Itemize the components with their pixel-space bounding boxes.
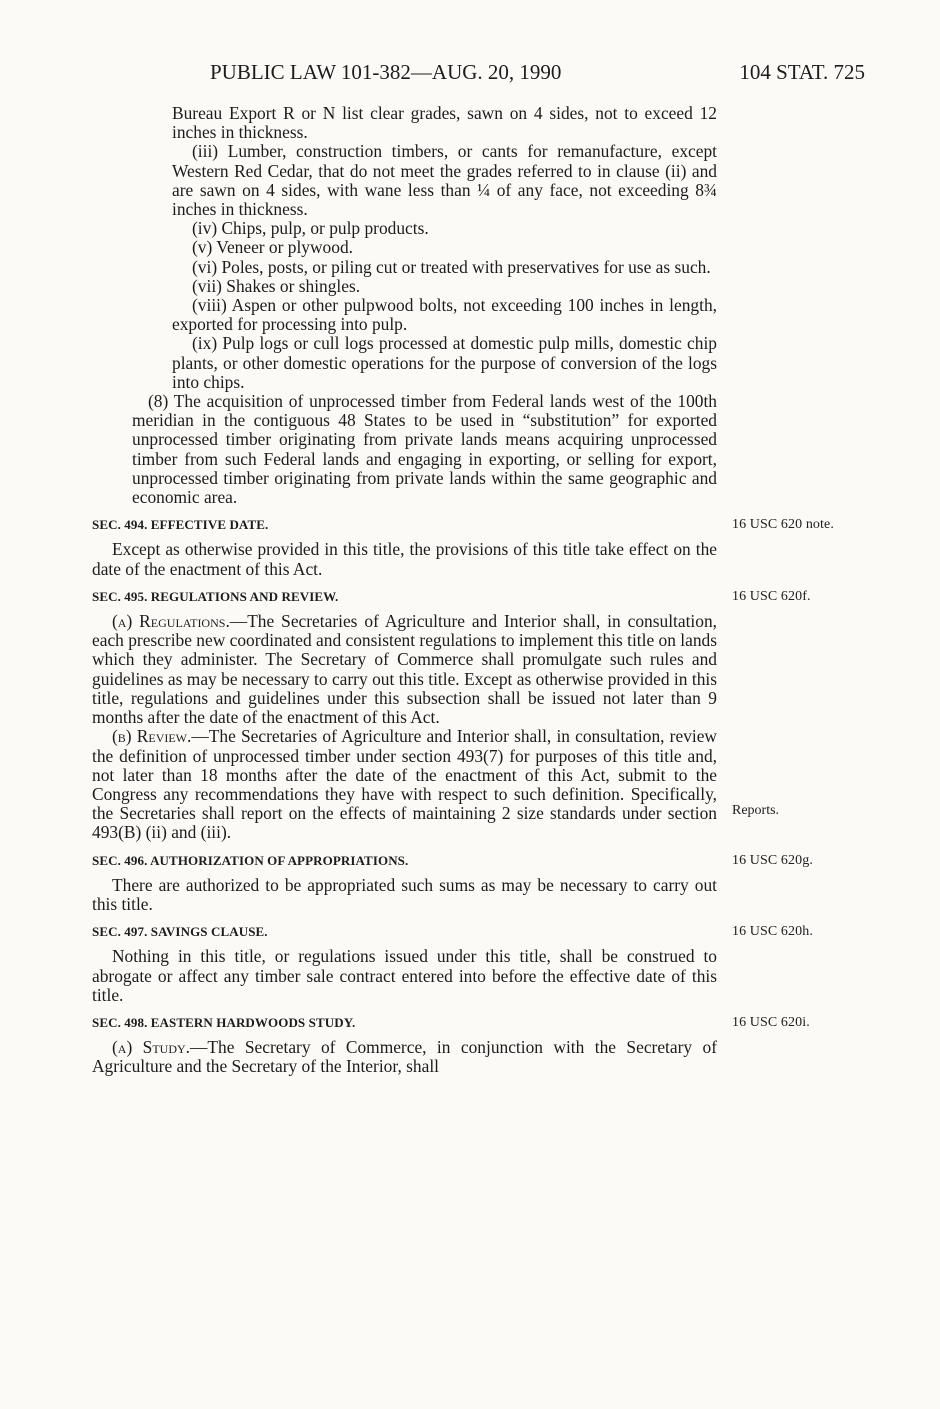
section-494-text: Except as otherwise provided in this title, the provisions of this title take effect on the date of the enactment of this Act. [92,539,717,579]
margin-note-494: 16 USC 620 note. [732,517,834,533]
clause-ix: (ix) Pulp logs or cull logs processed at domestic pulp mills, domestic chip plants, or other domestic operations for the purpose of conversion of the logs into chips. [172,333,717,392]
clause-iv: (iv) Chips, pulp, or pulp products. [192,218,429,239]
page-header [210,60,865,90]
section-494-heading: SEC. 494. EFFECTIVE DATE. 16 USC 620 note. [92,515,717,534]
section-497-heading: SEC. 497. SAVINGS CLAUSE. 16 USC 620h. [92,922,717,941]
section-495-b: (b) Review.—The Secretaries of Agriculture and Interior shall, in consultation, review the definition of unprocessed timber under section 493(7) for purposes of this title and, not later than 18 months after the date of the enactment of this Act, submit to the Congress any recommendations they have with respect to such definition. Specifically, the Secretaries shall report on the effects of maintaining 2 size standards under section 493(B) (ii) and (iii). Reports. [92,727,717,842]
section-496-text: There are authorized to be appropriated such sums as may be necessary to carry out this title. [92,874,717,914]
statute-page-number: 104 STAT. 725 [739,60,865,84]
margin-note-reports: Reports. [732,803,780,819]
subsection-a-label: (a) Study. [112,1037,191,1058]
subsection-a-label: (a) Regulations. [112,611,230,632]
section-497-text: Nothing in this title, or regulations issued under this title, shall be construed to abrogate or affect any timber sale contract entered into before the effective date of this title. [92,946,717,1005]
paragraph-8: (8) The acquisition of unprocessed timber from Federal lands west of the 100th meridian in the contiguous 48 States to be used in “substitution” for exported unprocessed timber originating from private lands means acquiring unprocessed timber from such Federal lands and engaging in exporting, or selling for export, unprocessed timber originating from private lands within the same geographic and economic area. [132,391,717,508]
clause-iii: (iii) Lumber, construction timbers, or cants for remanufacture, except Western Red Cedar, that do not meet the grades referred to in clause (ii) and are sawn on 4 sides, with wane less than ¼ of any face, not exceeding 8¾ inches in thickness. [172,141,717,220]
clause-vi: (vi) Poles, posts, or piling cut or treated with preservatives for use as such. [192,256,711,277]
section-498-heading: SEC. 498. EASTERN HARDWOODS STUDY. 16 USC 620i. [92,1013,717,1032]
clause-vii: (vii) Shakes or shingles. [192,275,361,296]
margin-note-498: 16 USC 620i. [732,1014,810,1030]
running-title: PUBLIC LAW 101-382—AUG. 20, 1990 [210,60,562,84]
section-496-heading: SEC. 496. AUTHORIZATION OF APPROPRIATIONS. 16 USC 620g. [92,851,717,870]
subsection-b-label: (b) Review. [112,726,192,747]
clause-viii: (viii) Aspen or other pulpwood bolts, not exceeding 100 inches in length, exported for processing into pulp. [172,295,717,335]
margin-note-497: 16 USC 620h. [732,924,813,940]
clause-v: (v) Veneer or plywood. [192,237,353,258]
clause-continuation: Bureau Export R or N list clear grades, sawn on 4 sides, not to exceed 12 inches in thickness. [172,103,717,143]
margin-note-496: 16 USC 620g. [732,852,813,868]
section-498-a: (a) Study.—The Secretary of Commerce, in conjunction with the Secretary of Agriculture and the Secretary of the Interior, shall [92,1037,717,1077]
margin-note-495: 16 USC 620f. [732,588,811,604]
section-495-a: (a) Regulations.—The Secretaries of Agriculture and Interior shall, in consultation, each prescribe new coordinated and consistent regulations to implement this title on lands which they administer. The Secretary of Commerce shall promulgate such rules and guidelines as may be necessary to carry out this title. Except as otherwise provided in this title, regulations and guidelines under this subsection shall be issued not later than 9 months after the date of the enactment of this Act. [92,611,717,728]
section-495-heading: SEC. 495. REGULATIONS AND REVIEW. 16 USC 620f. [92,587,717,606]
statute-text [92,103,834,1077]
